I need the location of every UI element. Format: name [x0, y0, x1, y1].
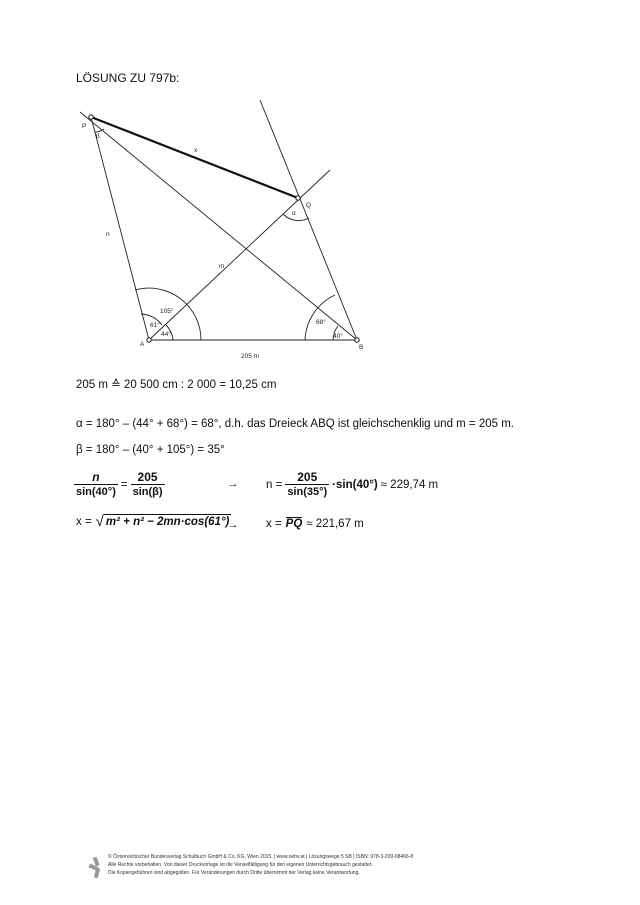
fraction-right-den: sin(β)	[132, 486, 163, 498]
label-44: 44°	[161, 331, 171, 338]
fraction-left-den: sin(40°)	[76, 486, 116, 498]
n-result-value: ≈ 229,74 m	[380, 478, 439, 491]
label-m: m	[219, 263, 225, 270]
line-n	[91, 117, 149, 340]
point-q	[296, 196, 300, 200]
equals-sign: =	[120, 478, 128, 491]
arrow-icon-2: →	[227, 519, 239, 531]
fraction-n-result-num: 205	[297, 470, 318, 484]
fraction-right	[131, 470, 165, 499]
formula-sine-rule	[74, 470, 165, 499]
formula-x-result	[266, 517, 364, 530]
label-68: 68°	[316, 319, 326, 326]
fraction-left	[74, 470, 118, 499]
scale-line: 205 m ≙ 20 500 cm : 2 000 = 10,25 cm	[76, 379, 277, 391]
x-result-value: ≈ 221,67 m	[306, 517, 364, 530]
segment-pq	[91, 117, 298, 198]
fraction-n-result-den: sin(35°)	[287, 486, 328, 498]
publisher-logo-icon	[88, 857, 104, 879]
fraction-n-result	[285, 470, 329, 499]
fraction-right-num: 205	[137, 470, 158, 484]
label-beta: β	[96, 133, 100, 140]
formula-cosine-rule	[76, 514, 231, 530]
sqrt-radicand: m² + n² − 2mn·cos(61°)	[105, 516, 230, 528]
point-p	[89, 115, 93, 119]
line-pb	[80, 112, 357, 340]
label-q: Q	[306, 202, 312, 209]
label-x: x	[194, 147, 198, 154]
label-n: n	[106, 231, 110, 238]
beta-line: β = 180° – (40° + 105°) = 35°	[76, 444, 225, 456]
label-40: 40°	[333, 333, 343, 340]
label-61: 61°	[150, 322, 160, 329]
point-b	[355, 338, 359, 342]
n-result-prefix: n =	[266, 478, 283, 491]
arc-b-68	[305, 295, 335, 340]
sqrt-symbol: √ m² + n² − 2mn·cos(61°)	[95, 513, 230, 530]
footer-line-3: Die Kopiergebühren sind abgegolten. Für Veränderungen durch Dritte übernimmt der Verlag keine Verantwortung.	[108, 870, 360, 876]
label-b: B	[359, 344, 364, 351]
line-m	[149, 170, 330, 340]
footer-line-2: Alle Rechte vorbehalten. Von dieser Druckvorlage ist die Vervielfältigung für den eigenen Unterrichtsgebrauch gestattet.	[108, 862, 373, 868]
label-p: P	[82, 123, 87, 130]
footer	[108, 853, 528, 877]
triangle-figure	[60, 92, 380, 364]
n-result-mult: ·sin(40°)	[332, 478, 378, 491]
point-a	[147, 338, 151, 342]
page-title: LÖSUNG ZU 797b:	[76, 71, 180, 85]
footer-line-1: © Österreichischer Bundesverlag Schulbuch GmbH & Co. KG, Wien 2015. | www.oebv.at | Lösungswege 5 SB | ISBN: 978-3-209-08466-8	[108, 854, 414, 860]
label-105: 105°	[160, 308, 174, 315]
segment-pq-label: PQ	[285, 518, 303, 530]
label-a: A	[140, 341, 145, 348]
fraction-left-num: n	[92, 470, 100, 484]
formula-n-result	[266, 470, 438, 499]
line-qb	[260, 100, 357, 340]
x-prefix: x =	[76, 516, 92, 528]
arc-q-alpha	[283, 214, 309, 221]
alpha-line: α = 180° – (44° + 68°) = 68°, d.h. das Dreieck ABQ ist gleichschenklig und m = 205 m.	[76, 418, 514, 430]
x-result-prefix: x =	[266, 517, 282, 530]
arrow-icon: →	[227, 478, 239, 490]
label-base: 205 m	[241, 353, 260, 360]
label-alpha: α	[292, 210, 296, 217]
